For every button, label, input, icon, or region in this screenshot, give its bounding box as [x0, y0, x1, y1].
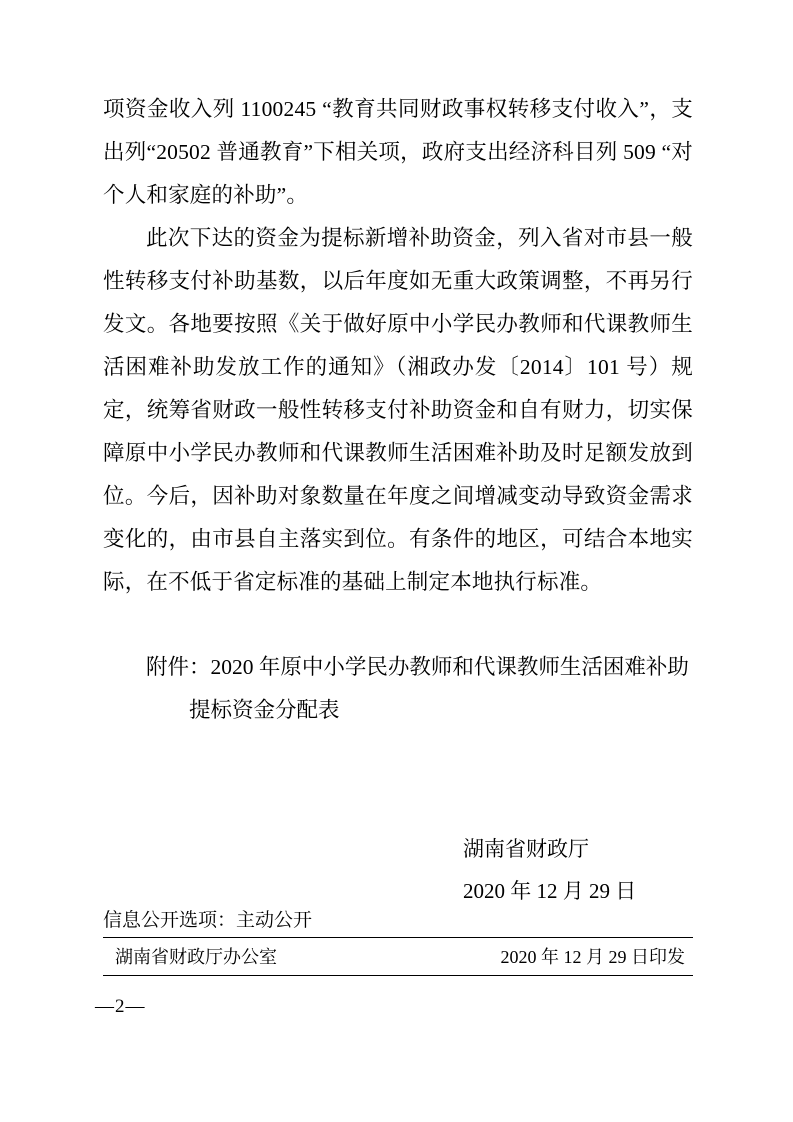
- footer-rule-bottom: [103, 975, 693, 976]
- footer-row: [103, 938, 693, 975]
- attachment-line-1: 附件：2020 年原中小学民办教师和代课教师生活困难补助: [146, 655, 689, 679]
- paragraph-2: 此次下达的资金为提标新增补助资金，列入省对市县一般性转移支付补助基数，以后年度如无重大政策调整，不再另行发文。各地要按照《关于做好原中小学民办教师和代课教师生活困难补助发放工作的通知》（湘政办发〔2014〕101 号）规定，统筹省财政一般性转移支付补助资金和自有财力，切实保障原中小学民办教师和代课教师生活困难补助及时足额发放到位。今后，因补助对象数量在年度之间增减变动导致资金需求变化的，由市县自主落实到位。有条件的地区，可结合本地实际，在不低于省定标准的基础上制定本地执行标准。: [103, 226, 693, 594]
- signature-block: [103, 828, 693, 912]
- signature-issuer: 湖南省财政厅: [463, 837, 589, 861]
- footer-print-date: 2020 年 12 月 29 日印发: [500, 947, 685, 967]
- disclosure-option: 信息公开选项：主动公开: [103, 910, 313, 931]
- page-number: —2—: [95, 996, 146, 1017]
- document-footer: [103, 908, 693, 976]
- attachment-line-2: 提标资金分配表: [189, 698, 340, 722]
- attachment-block: [103, 646, 693, 732]
- document-body: [103, 88, 693, 912]
- footer-office: 湖南省财政厅办公室: [115, 947, 277, 967]
- signature-date: 2020 年 12 月 29 日: [463, 879, 637, 903]
- paragraph-1: 项资金收入列 1100245 “教育共同财政事权转移支付收入”，支出列“20502 普通教育”下相关项，政府支出经济科目列 509 “对个人和家庭的补助”。: [103, 97, 693, 207]
